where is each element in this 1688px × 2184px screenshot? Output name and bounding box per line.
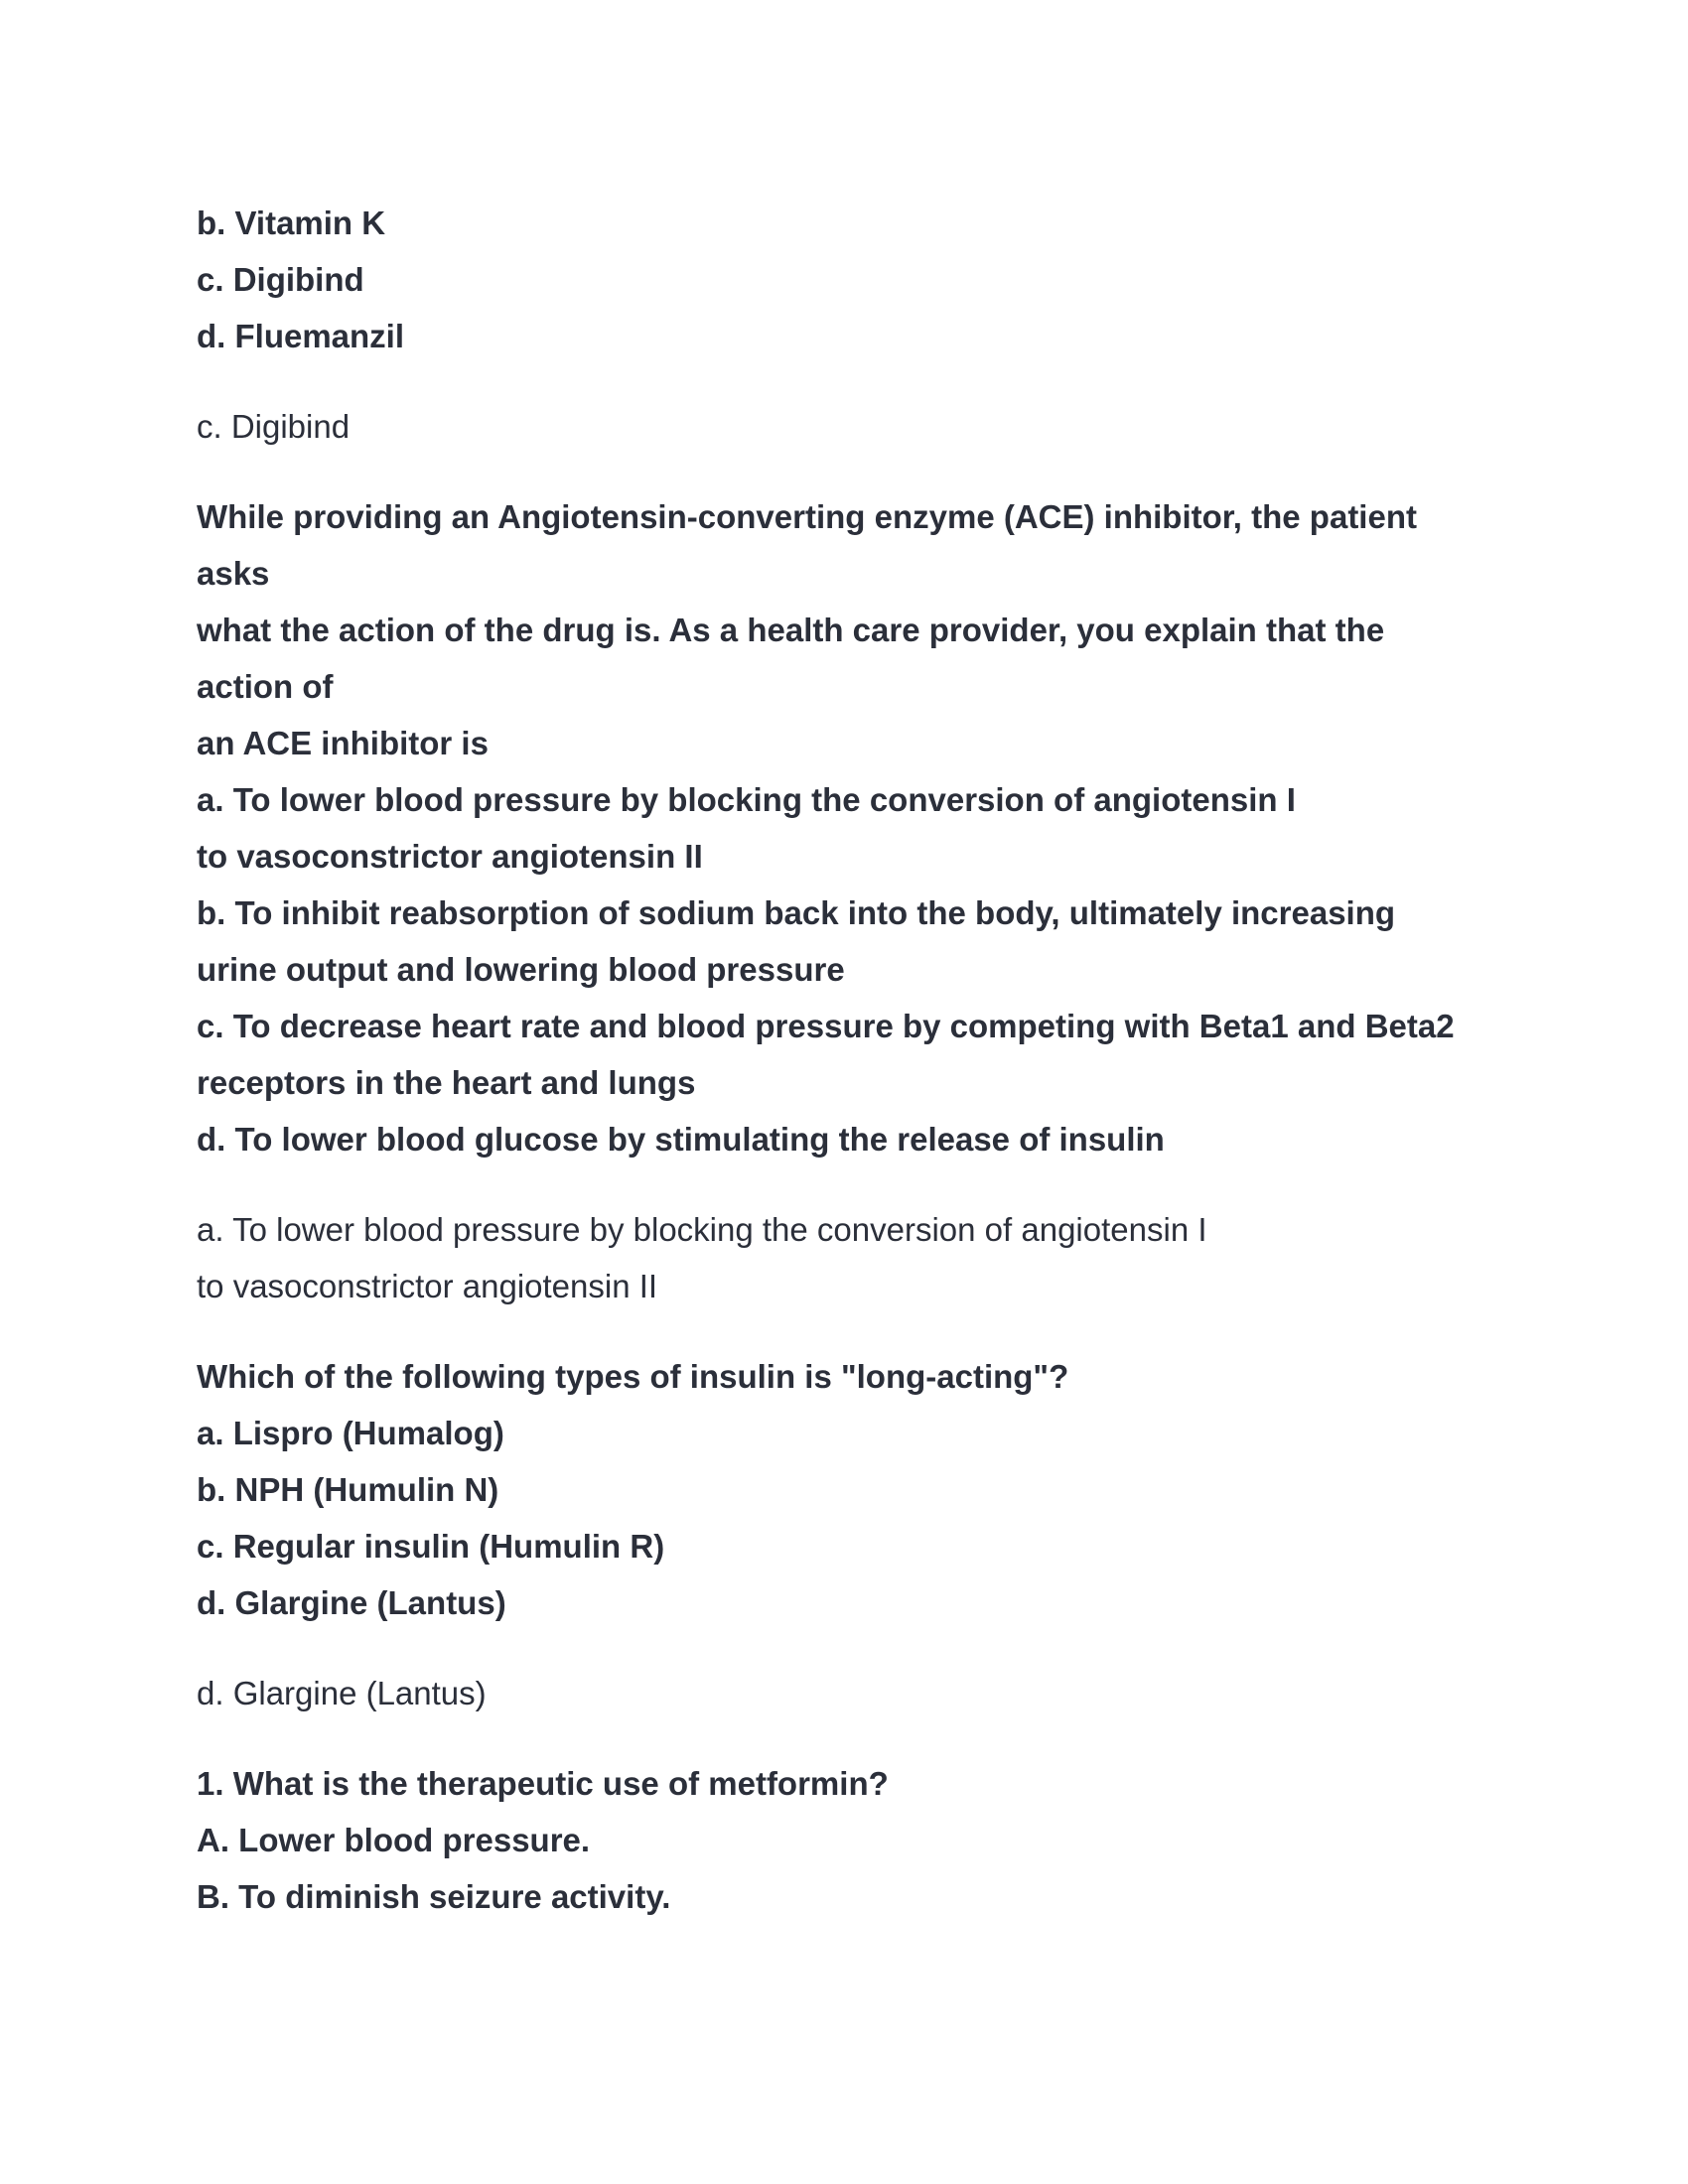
option-line: b. To inhibit reabsorption of sodium back into the body, ultimately increasing — [197, 894, 1396, 931]
question-line: what the action of the drug is. As a health care provider, you explain that the — [197, 612, 1385, 648]
question-line: While providing an Angiotensin-converting enzyme (ACE) inhibitor, the patient — [197, 498, 1417, 535]
option-line: c. To decrease heart rate and blood pressure by competing with Beta1 and Beta2 — [197, 1008, 1455, 1044]
option-line: a. To lower blood pressure by blocking the conversion of angiotensin I — [197, 781, 1296, 818]
option-line: d. Glargine (Lantus) — [197, 1584, 506, 1621]
question-1-options — [197, 195, 1507, 364]
option-line: B. To diminish seizure activity. — [197, 1878, 671, 1915]
option-line: A. Lower blood pressure. — [197, 1822, 591, 1858]
option-line: c. Digibind — [197, 261, 364, 298]
option-line: urine output and lowering blood pressure — [197, 951, 845, 988]
question-line: asks — [197, 555, 270, 592]
question-2 — [197, 488, 1507, 1167]
question-4 — [197, 1755, 1507, 1925]
option-line: a. Lispro (Humalog) — [197, 1415, 504, 1451]
question-2-answer — [197, 1201, 1507, 1314]
option-line: b. NPH (Humulin N) — [197, 1471, 499, 1508]
answer-line: a. To lower blood pressure by blocking the conversion of angiotensin I — [197, 1211, 1207, 1248]
answer-line: to vasoconstrictor angiotensin II — [197, 1268, 658, 1304]
question-line: an ACE inhibitor is — [197, 725, 489, 761]
question-line: Which of the following types of insulin is "long-acting"? — [197, 1358, 1069, 1395]
question-3 — [197, 1348, 1507, 1631]
option-line: d. To lower blood glucose by stimulating the release of insulin — [197, 1121, 1165, 1158]
option-line: receptors in the heart and lungs — [197, 1064, 696, 1101]
question-line: 1. What is the therapeutic use of metformin? — [197, 1765, 889, 1802]
answer-line: d. Glargine (Lantus) — [197, 1675, 487, 1711]
option-line: c. Regular insulin (Humulin R) — [197, 1528, 665, 1565]
option-line: b. Vitamin K — [197, 205, 386, 241]
document-page — [197, 195, 1507, 1925]
question-line: action of — [197, 668, 334, 705]
answer-line: c. Digibind — [197, 408, 351, 445]
option-line: d. Fluemanzil — [197, 318, 405, 354]
option-line: to vasoconstrictor angiotensin II — [197, 838, 703, 875]
